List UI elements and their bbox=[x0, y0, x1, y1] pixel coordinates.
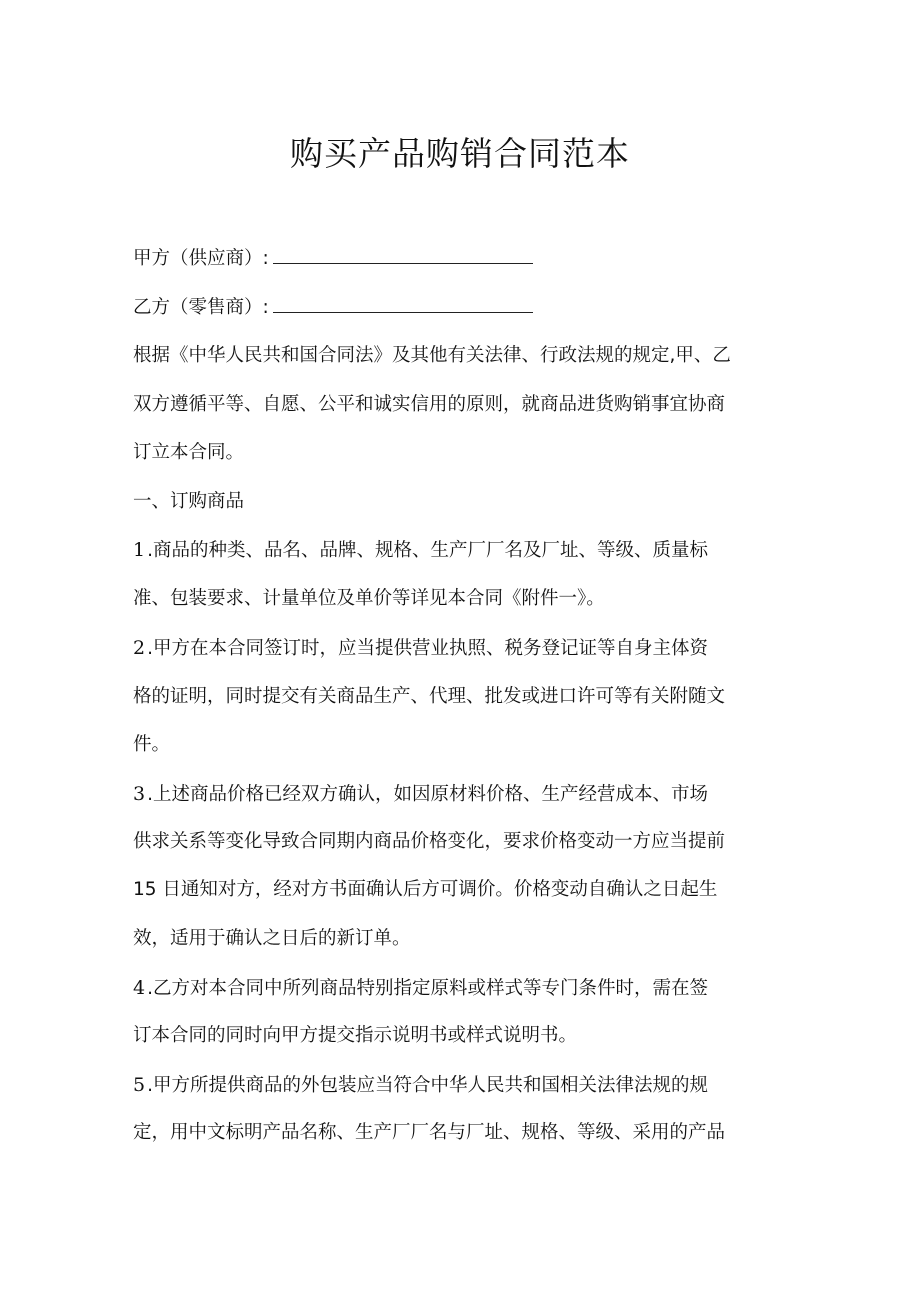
item-4-line: 订本合同的同时向甲方提交指示说明书或样式说明书。 bbox=[133, 1025, 578, 1046]
intro-line: 根据《中华人民共和国合同法》及其他有关法律、行政法规的规定,甲、乙 bbox=[133, 345, 731, 366]
item-2-line: 格的证明，同时提交有关商品生产、代理、批发或进口许可等有关附随文 bbox=[133, 686, 726, 707]
party-b-line bbox=[133, 294, 533, 321]
party-b-label: 乙方（零售商）: bbox=[133, 297, 269, 318]
item-number: 1 bbox=[133, 539, 148, 561]
item-5-line: 定，用中文标明产品名称、生产厂厂名与厂址、规格、等级、采用的产品 bbox=[133, 1122, 726, 1143]
item-2-line bbox=[133, 635, 708, 662]
intro-line: 订立本合同。 bbox=[133, 442, 245, 463]
item-4-line bbox=[133, 975, 708, 1002]
party-a-label: 甲方（供应商）: bbox=[133, 248, 269, 269]
item-1-line: 准、包装要求、计量单位及单价等详见本合同《附件一》。 bbox=[133, 588, 605, 609]
party-a-blank bbox=[273, 245, 533, 264]
party-b-blank bbox=[273, 294, 533, 313]
item-text: .甲方在本合同签订时，应当提供营业执照、税务登记证等自身主体资 bbox=[147, 638, 708, 659]
item-2-line: 件。 bbox=[133, 734, 171, 755]
item-3-line: 供求关系等变化导致合同期内商品价格变化，要求价格变动一方应当提前 bbox=[133, 831, 726, 852]
document-title: 购买产品购销合同范本 bbox=[290, 134, 630, 173]
item-text: .甲方所提供商品的外包装应当符合中华人民共和国相关法律法规的规 bbox=[147, 1075, 708, 1096]
item-number: 3 bbox=[133, 783, 148, 805]
item-3-line bbox=[133, 781, 708, 808]
item-number: 4 bbox=[133, 977, 148, 999]
item-text: .乙方对本合同中所列商品特别指定原料或样式等专门条件时，需在签 bbox=[147, 978, 708, 999]
item-text: .商品的种类、品名、品牌、规格、生产厂厂名及厂址、等级、质量标 bbox=[147, 540, 708, 561]
section-heading: 一、订购商品 bbox=[133, 491, 245, 512]
party-a-line bbox=[133, 245, 533, 272]
item-number: 2 bbox=[133, 637, 148, 659]
item-text: .上述商品价格已经双方确认，如因原材料价格、生产经营成本、市场 bbox=[147, 784, 708, 805]
item-5-line bbox=[133, 1072, 708, 1099]
item-1-line bbox=[133, 537, 708, 564]
intro-line: 双方遵循平等、自愿、公平和诚实信用的原则，就商品进货购销事宜协商 bbox=[133, 394, 726, 415]
item-3-line: 15 日通知对方，经对方书面确认后方可调价。价格变动自确认之日起生 bbox=[133, 879, 718, 900]
item-3-line: 效，适用于确认之日后的新订单。 bbox=[133, 928, 411, 949]
item-number: 5 bbox=[133, 1074, 148, 1096]
